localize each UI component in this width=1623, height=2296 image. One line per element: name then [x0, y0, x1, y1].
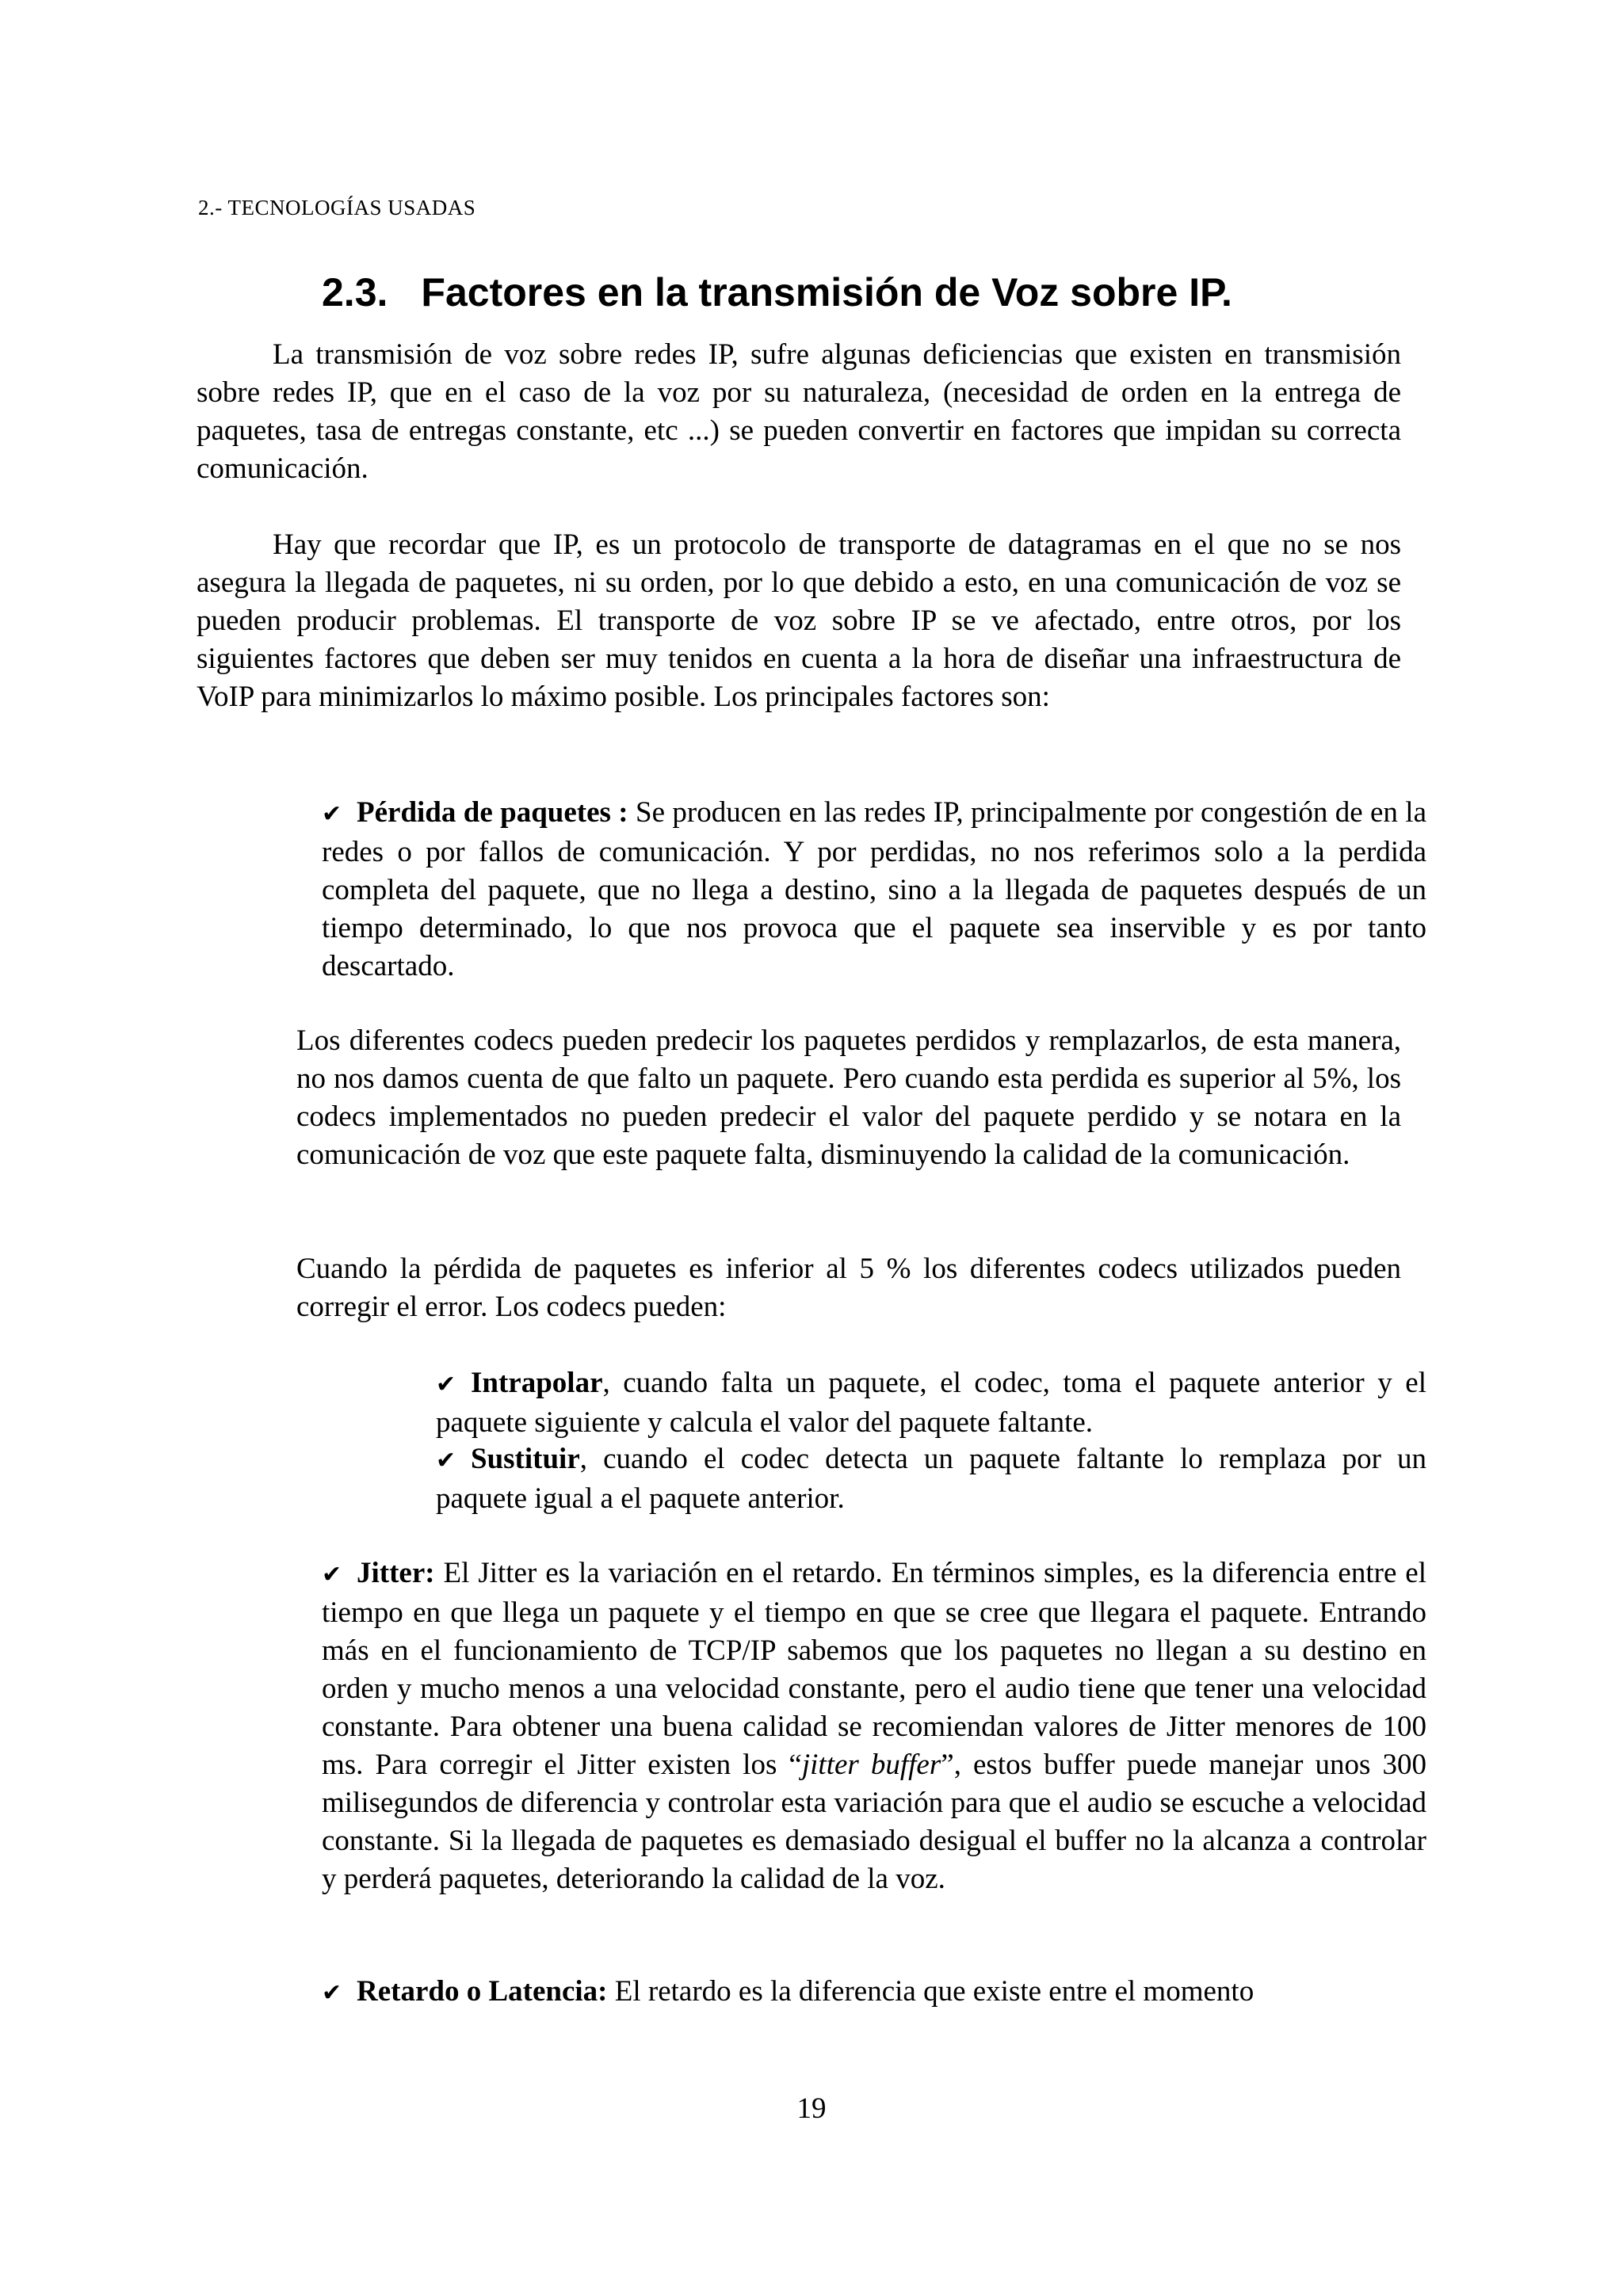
- bullet-latency: [296, 1973, 1426, 2012]
- jitter-term: Jitter:: [357, 1557, 435, 1589]
- page-number: 19: [796, 2092, 827, 2125]
- packet-loss-paragraph-3: Cuando la pérdida de paquetes es inferior al 5 % los diferentes codecs utilizados pueden corregir el error. Los codecs pueden:: [296, 1253, 1401, 1323]
- latency-text: El retardo es la diferencia que existe entre el momento: [607, 1975, 1254, 2008]
- packet-loss-paragraph-2: Los diferentes codecs pueden predecir los paquetes perdidos y remplazarlos, de esta manera, no nos damos cuenta de que falto un paquete. Pero cuando esta perdida es superior al 5%, los codecs implementados no pueden predecir el valor del paquete perdido y se notara en la comunicación de voz que este paquete falta, disminuyendo la calidad de la comunicación.: [296, 1024, 1401, 1171]
- jitter-text-b: ”, estos buffer puede manejar unos 300 milisegundos de diferencia y controlar esta variación para que el audio se escuche a velocidad constante. Si la llegada de paquetes es demasiado desigual el buffer no la alcanza a controlar y perderá paquetes, deteriorando la calidad de la voz.: [322, 1749, 1426, 1895]
- running-header: 2.- TECNOLOGÍAS USADAS: [198, 196, 476, 219]
- sub-bullet-intrapolar: [411, 1364, 1426, 1442]
- bullet-packet-loss: [296, 794, 1426, 986]
- sustituir-term: Sustituir: [471, 1443, 580, 1475]
- section-title: Factores en la transmisión de Voz sobre IP.: [421, 270, 1232, 315]
- jitter-text-a: El Jitter es la variación en el retardo. En términos simples, es la diferencia entre el tiempo en que llega un paquete y el tiempo en que se cree que llegara el paquete. Entrando más en el funcionamiento de TCP/IP sabemos que los paquetes no llegan a su destino en orden y mucho menos a una velocidad constante, pero el audio tiene que tener una velocidad constante. Para obtener una buena calidad se recomiendan valores de Jitter menores de 100 ms. Para corregir el Jitter existen los “: [322, 1557, 1426, 1781]
- sub-bullet-sustituir: [411, 1440, 1426, 1518]
- section-number: 2.3.: [322, 270, 388, 315]
- latency-term: Retardo o Latencia:: [357, 1975, 608, 2008]
- check-icon: ✔: [436, 1371, 456, 1398]
- check-icon: ✔: [322, 800, 342, 828]
- packet-loss-term: Pérdida de paquetes :: [357, 796, 628, 829]
- sustituir-text: , cuando el codec detecta un paquete faltante lo remplaza por un paquete igual a el paquete anterior.: [436, 1443, 1426, 1515]
- intrapolar-term: Intrapolar: [471, 1367, 603, 1399]
- section-heading: [322, 269, 1232, 315]
- check-icon: ✔: [436, 1447, 456, 1474]
- ip-paragraph: Hay que recordar que IP, es un protocolo de transporte de datagramas en el que no se nos asegura la llegada de paquetes, ni su orden, por lo que debido a esto, en una comunicación de voz se pueden producir problemas. El transporte de voz sobre IP se ve afectado, entre otros, por los siguientes factores que deben ser muy tenidos en cuenta a la hora de diseñar una infraestructura de VoIP para minimizarlos lo máximo posible. Los principales factores son:: [197, 528, 1401, 713]
- check-icon: ✔: [322, 1561, 342, 1589]
- check-icon: ✔: [322, 1979, 342, 2007]
- intro-paragraph: La transmisión de voz sobre redes IP, sufre algunas deficiencias que existen en transmisión sobre redes IP, que en el caso de la voz por su naturaleza, (necesidad de orden en la entrega de paquetes, tasa de entregas constante, etc ...) se pueden convertir en factores que impidan su correcta comunicación.: [197, 338, 1401, 485]
- packet-loss-text: Se producen en las redes IP, principalmente por congestión de en la redes o por fallos de comunicación. Y por perdidas, no nos referimos solo a la perdida completa del paquete, que no llega a destino, sino a la llegada de paquetes después de un tiempo determinado, lo que nos provoca que el paquete sea inservible y es por tanto descartado.: [322, 796, 1426, 982]
- jitter-buffer-italic: jitter buffer: [801, 1749, 941, 1781]
- bullet-jitter: [296, 1554, 1426, 1898]
- intrapolar-text: , cuando falta un paquete, el codec, toma el paquete anterior y el paquete siguiente y calcula el valor del paquete faltante.: [436, 1367, 1426, 1439]
